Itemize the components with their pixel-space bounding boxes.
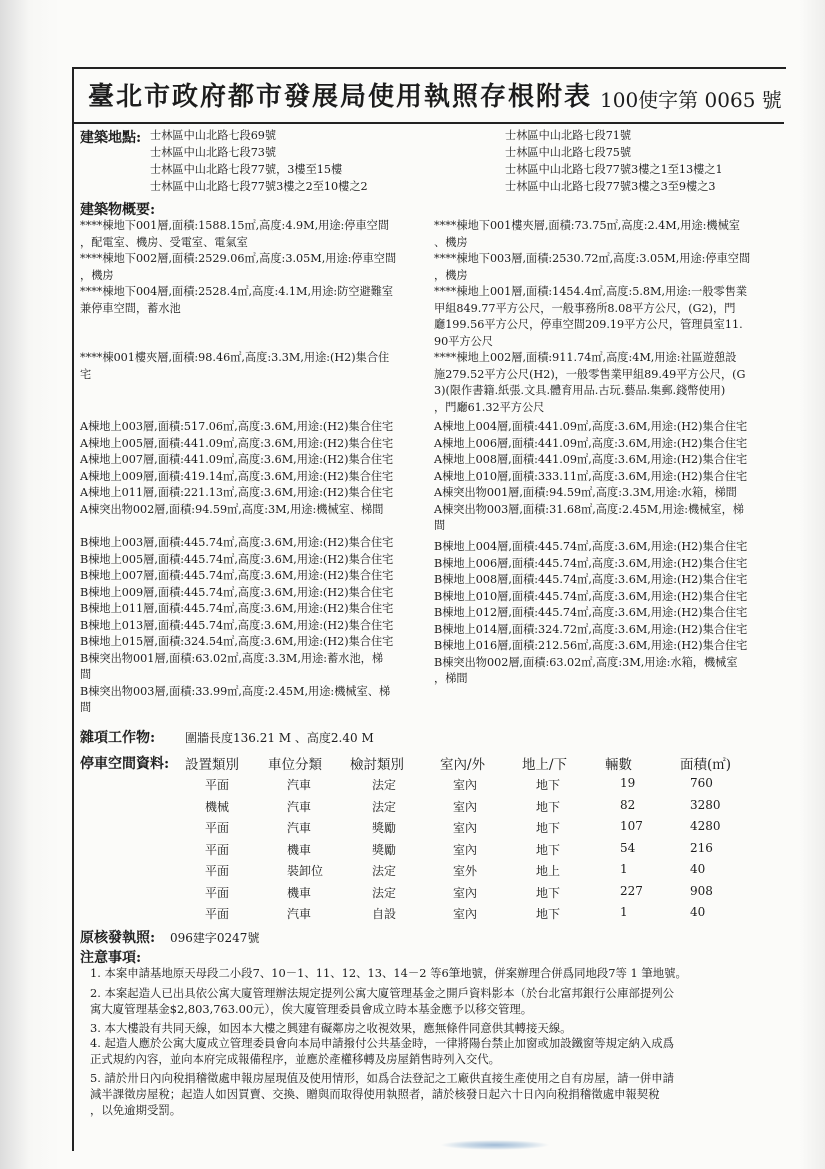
parking-cell: 平面 [205, 778, 230, 792]
parking-cell: 107 [620, 819, 643, 833]
overview-line: ****棟地上001層,面積:1454.4㎡,高度:5.8M,用途:一般零售業 [434, 285, 748, 298]
overview-line: A棟地上005層,面積:441.09㎡,高度:3.6M,用途:(H2)集合住宅 [80, 436, 394, 450]
parking-label: 停車空間資料: [80, 756, 170, 772]
note-line: 4. 起造人應於公寓大廈成立管理委員會向本局申請撥付公共基金時，一律將陽台禁止加窗或加設鐵窗等規定納入成爲 [90, 1036, 675, 1050]
overview-line: B棟地上005層,面積:445.74㎡,高度:3.6M,用途:(H2)集合住宅 [80, 552, 394, 566]
misc-label: 雜項工作物: [80, 730, 156, 746]
parking-cell: 地下 [536, 821, 561, 835]
overview-line: ****棟地下002層,面積:2529.06㎡,高度:3.05M,用途:停車空間 [80, 252, 397, 265]
parking-cell: 227 [620, 883, 643, 898]
note-line: 寓大廈管理基金$2,803,763.00元），俟大廈管理委員會成立時本基金應予以移交管理。 [90, 1002, 533, 1016]
parking-cell: 1 [620, 905, 628, 919]
overview-line: ，機房 [434, 268, 468, 282]
parking-cell: 地下 [536, 907, 561, 921]
overview-line: B棟地上012層,面積:445.74㎡,高度:3.6M,用途:(H2)集合住宅 [434, 606, 748, 619]
overview-line: 90平方公尺 [434, 334, 493, 348]
overview-line: ****棟地下003層,面積:2530.72㎡,高度:3.05M,用途:停車空間 [434, 252, 751, 265]
parking-cell: 裝卸位 [287, 864, 324, 878]
note-line: 2. 本案起造人已出具依公寓大廈管理辦法規定提列公寓大廈管理基金之開戶資料影本（於台北富邦銀行公庫部提列公 [90, 986, 675, 1000]
parking-cell: 40 [690, 862, 706, 876]
note-line: ，以免逾期受罰。 [90, 1103, 182, 1117]
overview-line: ，機房 [80, 268, 114, 282]
parking-cell: 獎勵 [372, 821, 397, 835]
note-line: 1. 本案申請基地原天母段二小段7、10－1、11、12、13、14－2 等6筆地號，併案辦理合併爲同地段7等 1 筆地號。 [90, 966, 687, 980]
parking-cell: 平面 [205, 864, 230, 878]
overview-left-group [80, 419, 393, 518]
site-address: 士林區中山北路七段69號 [150, 129, 277, 142]
overview-right-group [434, 539, 747, 688]
parking-cell: 54 [620, 840, 636, 855]
parking-cell: 平面 [205, 885, 230, 900]
overview-line: B棟地上011層,面積:445.74㎡,高度:3.6M,用途:(H2)集合住宅 [80, 602, 394, 615]
site-address: 士林區中山北路七段71號 [505, 129, 632, 142]
parking-header-cell: 設置類別 [185, 757, 239, 773]
overview-line: ，門廳61.32平方公尺 [434, 400, 545, 414]
parking-cell: 19 [620, 776, 636, 790]
note-line: 減半課徵房屋稅；起造人如因買賣、交換、贈與而取得使用執照者，請於核發日起六十日內向稅捐稽徵處申報契稅 [90, 1087, 660, 1101]
misc-value: 圍牆長度136.21 M 、高度2.40 M [185, 731, 374, 745]
parking-cell: 室內 [453, 778, 478, 792]
stamp-smudge [440, 1140, 550, 1150]
overview-line: 3)(限作書籍.紙張.文具.體育用品.古玩.藝品.集郵.錢幣使用) [434, 384, 726, 397]
note-line: 正式規約內容，並向本府完成報備程序，並應於產權移轉及房屋銷售時列入交代。 [90, 1052, 501, 1066]
parking-cell: 室內 [453, 799, 478, 814]
overview-line: 間 [434, 519, 446, 532]
overview-line: ****棟地上002層,面積:911.74㎡,高度:4M,用途:社區遊憩設 [434, 351, 737, 364]
overview-line: A棟地上004層,面積:441.09㎡,高度:3.6M,用途:(H2)集合住宅 [434, 420, 748, 433]
parking-cell: 1 [620, 862, 628, 876]
overview-line: 兼停車空間，蓄水池 [80, 301, 181, 315]
overview-line: 、機房 [434, 235, 468, 249]
parking-cell: 地下 [536, 842, 561, 857]
parking-cell: 908 [690, 883, 713, 898]
parking-header-cell: 輛數 [605, 757, 632, 773]
parking-cell: 4280 [690, 819, 721, 833]
parking-cell: 法定 [372, 864, 397, 878]
parking-cell: 室內 [453, 885, 478, 900]
overview-line: 甲組849.77平方公尺，一般事務所8.08平方公尺，(G2)，門 [434, 301, 736, 315]
parking-cell: 平面 [205, 842, 230, 857]
note-line: 5. 請於卅日內向稅捐稽徵處申報房屋現值及使用情形，如爲合法登記之工廠供直接生產使用之自有房屋，請一併申請 [90, 1071, 675, 1085]
parking-header-cell: 面積(㎡) [680, 757, 732, 773]
parking-cell: 汽車 [287, 799, 312, 814]
permit-number: 100使字第 0065 號 [600, 88, 782, 112]
overview-line: A棟地上009層,面積:419.14㎡,高度:3.6M,用途:(H2)集合住宅 [80, 469, 394, 483]
overview-line: B棟地上010層,面積:445.74㎡,高度:3.6M,用途:(H2)集合住宅 [434, 589, 748, 603]
parking-cell: 室內 [453, 821, 478, 835]
parking-cell: 汽車 [287, 821, 312, 835]
overview-line: A棟地上010層,面積:333.11㎡,高度:3.6M,用途:(H2)集合住宅 [434, 469, 748, 483]
overview-line: B棟地上003層,面積:445.74㎡,高度:3.6M,用途:(H2)集合住宅 [80, 536, 394, 549]
overview-left-group [80, 535, 393, 717]
overview-line: 廳199.56平方公尺，停車空間209.19平方公尺，管理員室11. [434, 318, 743, 331]
note-line: 3. 本大樓設有共同天線，如因本大樓之興建有礙鄰房之收視效果，應無條件同意供其轉接天線。 [90, 1021, 572, 1035]
overview-line: B棟突出物001層,面積:63.02㎡,高度:3.3M,用途:蓄水池，梯 [80, 651, 384, 665]
overview-line: ****棟001樓夾層,面積:98.46㎡,高度:3.3M,用途:(H2)集合住 [80, 351, 390, 364]
site-address: 士林區中山北路七段77號3樓之2至10樓之2 [150, 180, 368, 193]
overview-line: A棟地上003層,面積:517.06㎡,高度:3.6M,用途:(H2)集合住宅 [80, 420, 394, 433]
parking-cell: 機車 [287, 842, 312, 857]
parking-cell: 室內 [453, 907, 478, 921]
parking-header-cell: 地上/下 [522, 757, 568, 773]
parking-cell: 平面 [205, 821, 230, 835]
overview-line: B棟地上016層,面積:212.56㎡,高度:3.6M,用途:(H2)集合住宅 [434, 639, 748, 652]
overview-left-group [80, 350, 389, 383]
parking-cell: 獎勵 [372, 842, 397, 857]
overview-line: A棟地上007層,面積:441.09㎡,高度:3.6M,用途:(H2)集合住宅 [80, 453, 394, 466]
overview-line: B棟地上007層,面積:445.74㎡,高度:3.6M,用途:(H2)集合住宅 [80, 569, 394, 582]
site-address: 士林區中山北路七段77號，3樓至15樓 [150, 163, 343, 176]
overview-line: B棟地上015層,面積:324.54㎡,高度:3.6M,用途:(H2)集合住宅 [80, 635, 394, 648]
parking-cell: 地上 [536, 864, 561, 878]
overview-line: B棟地上013層,面積:445.74㎡,高度:3.6M,用途:(H2)集合住宅 [80, 618, 394, 632]
overview-line: A棟突出物001層,面積:94.59㎡,高度:3.3M,用途:水箱，梯間 [434, 486, 737, 499]
original-permit-label: 原核發執照: [80, 930, 156, 946]
site-address: 士林區中山北路七段75號 [505, 146, 632, 159]
parking-cell: 汽車 [287, 778, 312, 792]
site-address: 士林區中山北路七段77號3樓之3至9樓之3 [505, 180, 716, 193]
overview-line: A棟地上008層,面積:441.09㎡,高度:3.6M,用途:(H2)集合住宅 [434, 453, 748, 466]
overview-line: 間 [80, 668, 92, 681]
document-title: 臺北市政府都市發展局使用執照存根附表 [88, 82, 593, 112]
parking-cell: 地下 [536, 778, 561, 792]
original-permit-value: 096建字0247號 [170, 931, 260, 945]
overview-line: 宅 [80, 367, 92, 381]
parking-cell: 地下 [536, 799, 561, 814]
parking-cell: 法定 [372, 778, 397, 792]
site-address: 士林區中山北路七段73號 [150, 146, 277, 159]
notes-label: 注意事項: [80, 950, 142, 966]
overview-line: B棟地上006層,面積:445.74㎡,高度:3.6M,用途:(H2)集合住宅 [434, 556, 748, 570]
parking-cell: 40 [690, 905, 706, 919]
parking-cell: 法定 [372, 885, 397, 900]
parking-cell: 自設 [372, 907, 397, 921]
overview-line: B棟地上014層,面積:324.72㎡,高度:3.6M,用途:(H2)集合住宅 [434, 622, 748, 636]
overview-left-group [80, 218, 396, 317]
overview-line: B棟突出物002層,面積:63.02㎡,高度:3M,用途:水箱，機械室 [434, 655, 738, 669]
parking-cell: 室內 [453, 842, 478, 857]
parking-cell: 法定 [372, 799, 397, 814]
overview-line: 間 [80, 701, 92, 714]
site-address: 士林區中山北路七段77號3樓之1至13樓之1 [505, 163, 723, 176]
overview-line: A棟地上006層,面積:441.09㎡,高度:3.6M,用途:(H2)集合住宅 [434, 436, 748, 450]
overview-right-group [434, 419, 747, 535]
overview-line: B棟地上008層,面積:445.74㎡,高度:3.6M,用途:(H2)集合住宅 [434, 573, 748, 586]
parking-cell: 機械 [205, 799, 230, 814]
overview-label: 建築物概要: [80, 202, 156, 218]
parking-cell: 760 [690, 776, 713, 790]
overview-line: ****棟地下001層,面積:1588.15㎡,高度:4.9M,用途:停車空間 [80, 219, 390, 232]
parking-cell: 機車 [287, 885, 312, 900]
parking-cell: 地下 [536, 885, 561, 900]
parking-header-cell: 室內/外 [440, 757, 486, 773]
overview-line: B棟地上009層,面積:445.74㎡,高度:3.6M,用途:(H2)集合住宅 [80, 585, 394, 599]
overview-right-group [434, 218, 750, 416]
parking-cell: 平面 [205, 907, 230, 921]
title-row [72, 67, 784, 124]
overview-line: ，梯間 [434, 672, 468, 685]
parking-cell: 216 [690, 840, 713, 855]
overview-line: 施279.52平方公尺(H2)，一般零售業甲組89.49平方公尺，(G [434, 367, 746, 381]
overview-line: A棟突出物003層,面積:31.68㎡,高度:2.45M,用途:機械室，梯 [434, 502, 744, 516]
parking-header-cell: 檢討類別 [350, 757, 404, 773]
overview-line: A棟突出物002層,面積:94.59㎡,高度:3M,用途:機械室、梯間 [80, 502, 384, 516]
overview-line: ****棟地下004層,面積:2528.4㎡,高度:4.1M,用途:防空避難室 [80, 285, 394, 298]
parking-cell: 3280 [690, 797, 721, 812]
parking-cell: 汽車 [287, 907, 312, 921]
parking-cell: 室外 [453, 864, 478, 878]
overview-line: B棟地上004層,面積:445.74㎡,高度:3.6M,用途:(H2)集合住宅 [434, 540, 748, 553]
overview-line: B棟突出物003層,面積:33.99㎡,高度:2.45M,用途:機械室、梯 [80, 684, 391, 698]
parking-header-cell: 車位分類 [268, 757, 322, 773]
site-label: 建築地點: [80, 130, 142, 146]
parking-cell: 82 [620, 797, 636, 812]
overview-line: A棟地上011層,面積:221.13㎡,高度:3.6M,用途:(H2)集合住宅 [80, 486, 394, 499]
overview-line: ，配電室、機房、受電室、電氣室 [80, 235, 248, 249]
overview-line: ****棟地下001樓夾層,面積:73.75㎡,高度:2.4M,用途:機械室 [434, 219, 740, 232]
